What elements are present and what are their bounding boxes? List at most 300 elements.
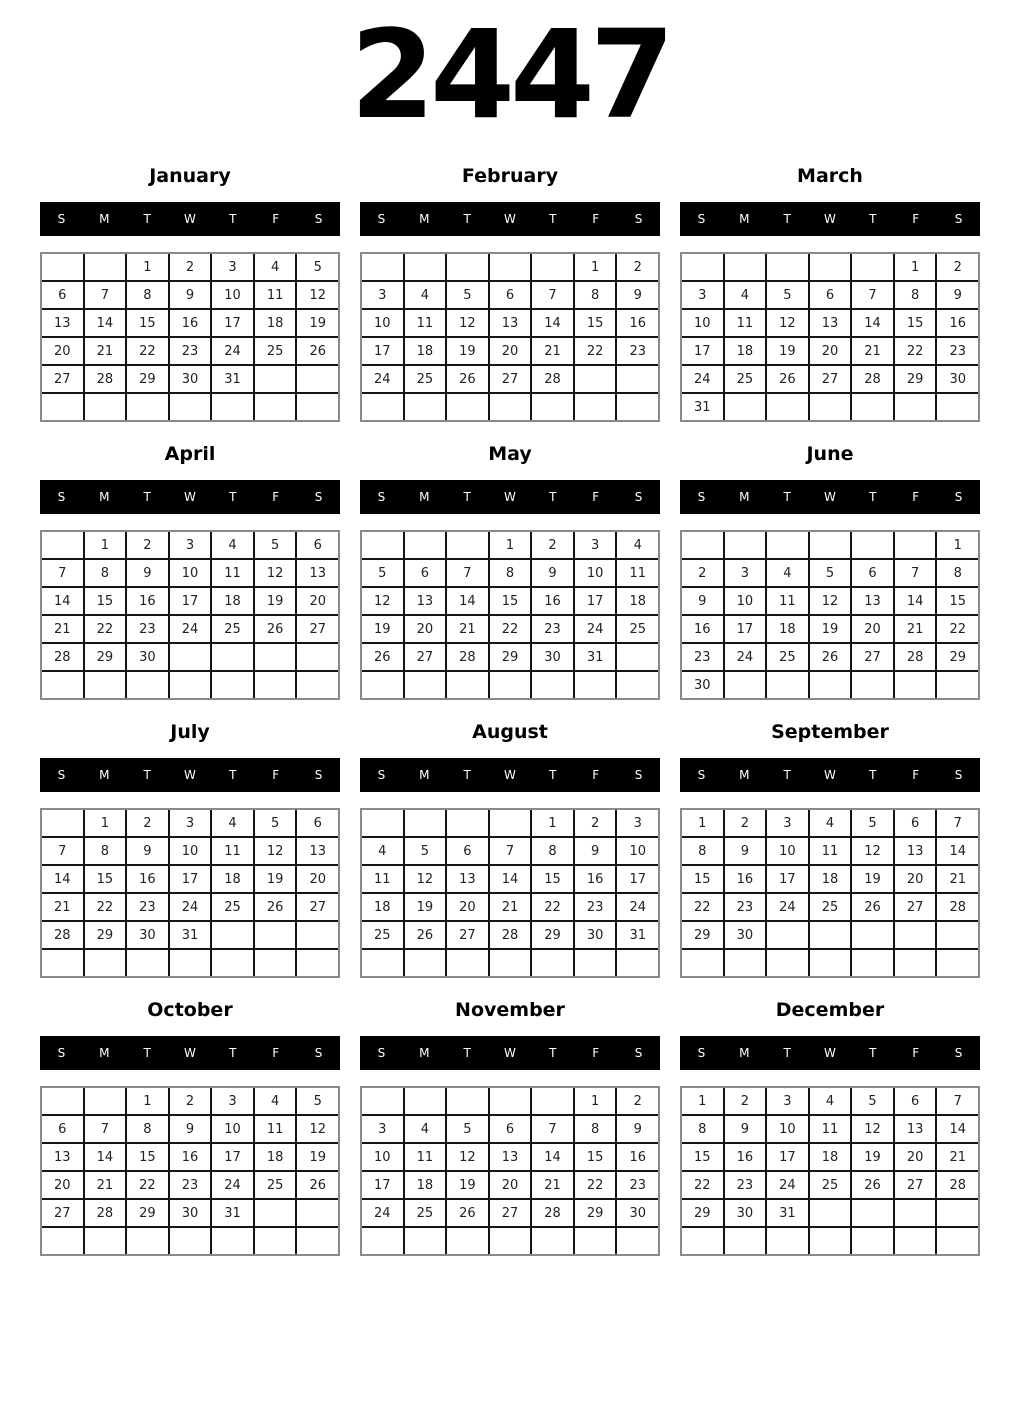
day-cell: 31 [767, 1200, 808, 1226]
day-cell: 16 [937, 310, 978, 336]
day-cell: 30 [532, 644, 573, 670]
day-cell: 20 [895, 866, 936, 892]
day-cell: 19 [447, 1172, 488, 1198]
month-title: April [164, 443, 216, 465]
day-cell: 20 [447, 894, 488, 920]
day-cell: 27 [895, 1172, 936, 1198]
day-cell: 15 [575, 310, 616, 336]
weekday-label: F [272, 490, 280, 504]
day-cell: 12 [447, 310, 488, 336]
day-cell: 18 [810, 866, 851, 892]
weekday-label: F [592, 490, 600, 504]
day-cell-empty [532, 1228, 573, 1254]
day-cell-empty [212, 922, 253, 948]
weekday-label: S [954, 768, 963, 782]
day-cell: 11 [255, 1116, 296, 1142]
day-cell: 18 [617, 588, 658, 614]
day-cell-empty [810, 922, 851, 948]
day-cell: 7 [532, 282, 573, 308]
weekday-label: W [824, 490, 836, 504]
day-cell: 7 [85, 1116, 126, 1142]
day-cell-empty [852, 1228, 893, 1254]
month-grid [680, 252, 980, 422]
day-cell: 7 [85, 282, 126, 308]
day-cell-empty [405, 950, 446, 976]
day-cell-empty [42, 950, 83, 976]
day-cell: 23 [170, 1172, 211, 1198]
day-cell: 1 [85, 810, 126, 836]
day-cell: 5 [447, 1116, 488, 1142]
weekday-label: F [272, 1046, 280, 1060]
day-cell: 30 [725, 922, 766, 948]
day-cell-empty [490, 254, 531, 280]
day-cell: 12 [852, 838, 893, 864]
day-cell: 29 [937, 644, 978, 670]
day-cell: 12 [767, 310, 808, 336]
day-cell: 7 [532, 1116, 573, 1142]
weekday-label: W [504, 1046, 516, 1060]
day-cell-empty [490, 950, 531, 976]
weekday-label: S [314, 768, 323, 782]
day-cell: 9 [617, 1116, 658, 1142]
day-cell-empty [170, 672, 211, 698]
day-cell: 11 [617, 560, 658, 586]
day-cell: 19 [297, 310, 338, 336]
day-cell: 24 [362, 366, 403, 392]
day-cell: 4 [255, 254, 296, 280]
day-cell-empty [362, 532, 403, 558]
day-cell: 19 [255, 866, 296, 892]
day-cell: 14 [85, 1144, 126, 1170]
day-cell: 30 [725, 1200, 766, 1226]
weekday-label: W [184, 1046, 196, 1060]
day-cell: 27 [490, 366, 531, 392]
day-cell: 1 [937, 532, 978, 558]
day-cell: 16 [725, 1144, 766, 1170]
day-cell: 21 [85, 338, 126, 364]
day-cell: 5 [810, 560, 851, 586]
day-cell-empty [42, 254, 83, 280]
day-cell-empty [725, 1228, 766, 1254]
day-cell: 17 [767, 1144, 808, 1170]
weekday-label: S [314, 212, 323, 226]
weekday-label: F [592, 212, 600, 226]
day-cell: 13 [297, 560, 338, 586]
day-cell: 25 [212, 616, 253, 642]
day-cell: 30 [170, 366, 211, 392]
day-cell: 1 [682, 810, 723, 836]
day-cell-empty [895, 922, 936, 948]
day-cell: 29 [682, 1200, 723, 1226]
day-cell-empty [255, 394, 296, 420]
day-cell: 12 [255, 838, 296, 864]
day-cell: 14 [42, 588, 83, 614]
weekday-label: W [824, 1046, 836, 1060]
day-cell: 2 [617, 254, 658, 280]
day-cell: 14 [447, 588, 488, 614]
day-cell: 23 [725, 1172, 766, 1198]
day-cell: 24 [170, 616, 211, 642]
month-grid [360, 1086, 660, 1256]
day-cell: 26 [852, 1172, 893, 1198]
day-cell: 1 [127, 1088, 168, 1114]
day-cell: 6 [895, 1088, 936, 1114]
day-cell: 21 [447, 616, 488, 642]
day-cell: 15 [127, 1144, 168, 1170]
day-cell-empty [682, 254, 723, 280]
month-grid [680, 1086, 980, 1256]
day-cell: 19 [852, 1144, 893, 1170]
weekday-label: T [549, 768, 557, 782]
day-cell: 18 [725, 338, 766, 364]
day-cell-empty [255, 644, 296, 670]
day-cell-empty [490, 394, 531, 420]
day-cell: 27 [42, 366, 83, 392]
day-cell: 22 [682, 894, 723, 920]
day-cell-empty [42, 1088, 83, 1114]
day-cell: 3 [362, 1116, 403, 1142]
day-cell-empty [362, 1088, 403, 1114]
weekday-label: S [377, 1046, 386, 1060]
day-cell: 30 [937, 366, 978, 392]
day-cell: 25 [725, 366, 766, 392]
day-cell: 27 [810, 366, 851, 392]
day-cell-empty [255, 922, 296, 948]
day-cell: 24 [617, 894, 658, 920]
day-cell-empty [937, 1228, 978, 1254]
day-cell: 8 [85, 838, 126, 864]
day-cell: 30 [617, 1200, 658, 1226]
day-cell: 31 [575, 644, 616, 670]
day-cell-empty [490, 810, 531, 836]
weekday-label: T [143, 490, 151, 504]
weekday-label: S [697, 768, 706, 782]
day-cell: 23 [937, 338, 978, 364]
day-cell: 23 [617, 1172, 658, 1198]
day-cell-empty [85, 1088, 126, 1114]
day-cell-empty [575, 950, 616, 976]
day-cell: 13 [810, 310, 851, 336]
day-cell: 26 [362, 644, 403, 670]
day-cell-empty [895, 532, 936, 558]
weekday-label: S [377, 490, 386, 504]
day-cell-empty [255, 950, 296, 976]
weekday-header-row [40, 480, 340, 514]
weekday-header-row [360, 202, 660, 236]
day-cell-empty [532, 950, 573, 976]
month-grid [360, 808, 660, 978]
day-cell-empty [85, 254, 126, 280]
month-block [360, 984, 660, 1256]
day-cell: 15 [895, 310, 936, 336]
day-cell: 29 [85, 644, 126, 670]
weekday-header-row [360, 480, 660, 514]
day-cell-empty [852, 672, 893, 698]
day-cell-empty [85, 394, 126, 420]
day-cell: 3 [725, 560, 766, 586]
day-cell: 7 [42, 560, 83, 586]
day-cell: 20 [852, 616, 893, 642]
day-cell: 16 [170, 1144, 211, 1170]
day-cell: 9 [682, 588, 723, 614]
day-cell: 14 [852, 310, 893, 336]
day-cell-empty [170, 644, 211, 670]
day-cell: 9 [575, 838, 616, 864]
day-cell-empty [42, 532, 83, 558]
day-cell: 11 [255, 282, 296, 308]
day-cell: 22 [490, 616, 531, 642]
day-cell: 27 [42, 1200, 83, 1226]
day-cell-empty [937, 394, 978, 420]
weekday-label: M [739, 212, 750, 226]
month-grid [360, 252, 660, 422]
day-cell: 16 [682, 616, 723, 642]
day-cell: 10 [575, 560, 616, 586]
weekday-label: W [824, 212, 836, 226]
day-cell: 10 [725, 588, 766, 614]
day-cell-empty [255, 672, 296, 698]
day-cell: 26 [767, 366, 808, 392]
weekday-header-row [360, 758, 660, 792]
weekday-label: M [419, 768, 430, 782]
day-cell: 18 [810, 1144, 851, 1170]
weekday-label: T [869, 212, 877, 226]
day-cell: 4 [405, 282, 446, 308]
day-cell: 6 [42, 282, 83, 308]
day-cell-empty [297, 922, 338, 948]
month-block [680, 706, 980, 978]
day-cell: 22 [127, 1172, 168, 1198]
day-cell: 2 [575, 810, 616, 836]
day-cell-empty [490, 1088, 531, 1114]
day-cell: 20 [297, 588, 338, 614]
day-cell: 21 [895, 616, 936, 642]
calendar-grid [0, 150, 1020, 1256]
day-cell-empty [362, 810, 403, 836]
day-cell: 9 [725, 1116, 766, 1142]
day-cell: 12 [405, 866, 446, 892]
day-cell: 1 [682, 1088, 723, 1114]
day-cell-empty [405, 254, 446, 280]
weekday-label: S [57, 490, 66, 504]
month-grid [40, 808, 340, 978]
day-cell: 8 [937, 560, 978, 586]
month-block [40, 428, 340, 700]
day-cell: 2 [725, 1088, 766, 1114]
day-cell: 4 [255, 1088, 296, 1114]
weekday-label: M [739, 490, 750, 504]
day-cell-empty [297, 644, 338, 670]
day-cell: 1 [895, 254, 936, 280]
day-cell: 16 [170, 310, 211, 336]
day-cell: 28 [852, 366, 893, 392]
month-block [680, 150, 980, 422]
day-cell: 24 [362, 1200, 403, 1226]
day-cell: 10 [617, 838, 658, 864]
day-cell-empty [575, 1228, 616, 1254]
day-cell: 5 [362, 560, 403, 586]
day-cell: 27 [895, 894, 936, 920]
day-cell-empty [895, 1200, 936, 1226]
day-cell: 14 [532, 1144, 573, 1170]
day-cell: 2 [725, 810, 766, 836]
day-cell: 8 [575, 1116, 616, 1142]
day-cell: 15 [575, 1144, 616, 1170]
day-cell: 6 [405, 560, 446, 586]
day-cell: 7 [42, 838, 83, 864]
day-cell: 12 [447, 1144, 488, 1170]
day-cell-empty [725, 254, 766, 280]
day-cell-empty [575, 366, 616, 392]
day-cell: 3 [617, 810, 658, 836]
month-block [360, 706, 660, 978]
month-title: December [775, 999, 885, 1021]
day-cell: 2 [682, 560, 723, 586]
day-cell: 5 [852, 1088, 893, 1114]
weekday-label: S [954, 1046, 963, 1060]
month-title: January [149, 165, 231, 187]
day-cell: 4 [810, 810, 851, 836]
day-cell-empty [405, 672, 446, 698]
day-cell: 11 [405, 1144, 446, 1170]
day-cell: 13 [42, 310, 83, 336]
day-cell: 4 [212, 532, 253, 558]
day-cell: 31 [212, 366, 253, 392]
day-cell: 8 [682, 838, 723, 864]
day-cell: 12 [852, 1116, 893, 1142]
day-cell: 3 [212, 1088, 253, 1114]
day-cell: 1 [85, 532, 126, 558]
month-title: September [771, 721, 889, 743]
day-cell-empty [127, 672, 168, 698]
weekday-label: T [229, 490, 237, 504]
weekday-label: T [463, 768, 471, 782]
day-cell: 24 [212, 1172, 253, 1198]
day-cell-empty [532, 254, 573, 280]
day-cell-empty [85, 672, 126, 698]
day-cell: 1 [575, 1088, 616, 1114]
day-cell: 15 [85, 588, 126, 614]
day-cell: 30 [682, 672, 723, 698]
day-cell: 21 [532, 1172, 573, 1198]
day-cell: 10 [212, 282, 253, 308]
day-cell-empty [895, 1228, 936, 1254]
weekday-label: W [184, 490, 196, 504]
weekday-label: F [912, 1046, 920, 1060]
day-cell: 24 [767, 894, 808, 920]
day-cell-empty [767, 922, 808, 948]
day-cell: 24 [767, 1172, 808, 1198]
day-cell-empty [405, 810, 446, 836]
day-cell: 3 [170, 810, 211, 836]
month-block [40, 150, 340, 422]
day-cell: 29 [127, 366, 168, 392]
weekday-label: S [57, 768, 66, 782]
day-cell: 9 [532, 560, 573, 586]
day-cell: 24 [682, 366, 723, 392]
day-cell: 29 [85, 922, 126, 948]
weekday-label: T [463, 212, 471, 226]
day-cell: 17 [170, 588, 211, 614]
day-cell: 20 [895, 1144, 936, 1170]
weekday-label: S [314, 490, 323, 504]
weekday-label: M [99, 1046, 110, 1060]
day-cell-empty [362, 1228, 403, 1254]
day-cell: 4 [212, 810, 253, 836]
day-cell: 25 [617, 616, 658, 642]
day-cell-empty [127, 1228, 168, 1254]
day-cell: 28 [85, 1200, 126, 1226]
day-cell: 28 [42, 644, 83, 670]
month-title: November [455, 999, 565, 1021]
day-cell: 8 [85, 560, 126, 586]
weekday-label: T [783, 768, 791, 782]
day-cell: 7 [852, 282, 893, 308]
day-cell: 30 [575, 922, 616, 948]
day-cell: 5 [852, 810, 893, 836]
day-cell-empty [42, 394, 83, 420]
day-cell: 16 [532, 588, 573, 614]
day-cell: 28 [85, 366, 126, 392]
day-cell: 22 [682, 1172, 723, 1198]
day-cell: 28 [532, 366, 573, 392]
day-cell: 5 [297, 1088, 338, 1114]
month-title: February [461, 165, 559, 187]
day-cell: 12 [362, 588, 403, 614]
day-cell: 12 [255, 560, 296, 586]
day-cell: 29 [895, 366, 936, 392]
day-cell: 11 [405, 310, 446, 336]
day-cell-empty [405, 1228, 446, 1254]
day-cell: 26 [297, 1172, 338, 1198]
day-cell: 26 [255, 894, 296, 920]
day-cell: 5 [767, 282, 808, 308]
day-cell: 28 [42, 922, 83, 948]
day-cell: 27 [447, 922, 488, 948]
day-cell: 20 [490, 338, 531, 364]
day-cell-empty [297, 366, 338, 392]
day-cell: 17 [212, 310, 253, 336]
day-cell-empty [297, 950, 338, 976]
month-title: August [472, 721, 548, 743]
day-cell: 19 [362, 616, 403, 642]
day-cell: 7 [490, 838, 531, 864]
day-cell: 9 [127, 560, 168, 586]
day-cell: 22 [532, 894, 573, 920]
day-cell: 26 [810, 644, 851, 670]
weekday-label: S [634, 212, 643, 226]
day-cell: 15 [937, 588, 978, 614]
day-cell: 25 [767, 644, 808, 670]
weekday-label: M [739, 1046, 750, 1060]
day-cell: 20 [42, 1172, 83, 1198]
day-cell: 19 [767, 338, 808, 364]
weekday-label: F [272, 212, 280, 226]
day-cell: 3 [767, 1088, 808, 1114]
day-cell-empty [255, 1228, 296, 1254]
day-cell: 2 [170, 254, 211, 280]
day-cell: 18 [362, 894, 403, 920]
weekday-label: S [697, 490, 706, 504]
day-cell-empty [362, 672, 403, 698]
weekday-label: S [954, 490, 963, 504]
day-cell-empty [447, 532, 488, 558]
day-cell-empty [170, 1228, 211, 1254]
day-cell: 18 [405, 338, 446, 364]
day-cell: 6 [42, 1116, 83, 1142]
day-cell: 20 [297, 866, 338, 892]
day-cell-empty [895, 394, 936, 420]
